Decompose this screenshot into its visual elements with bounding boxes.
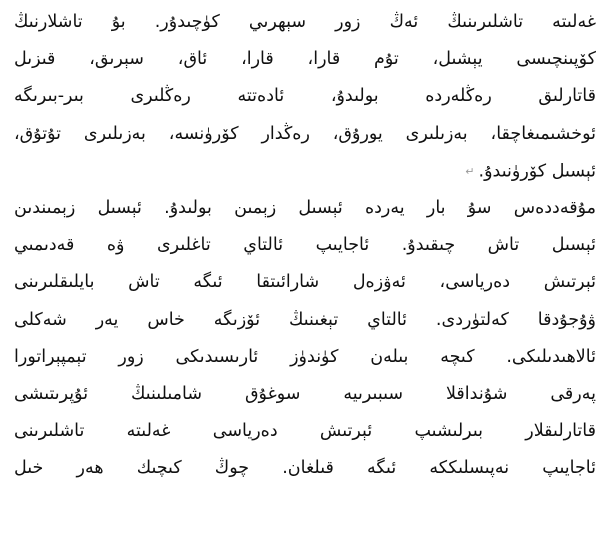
text-line-6: مۇقەددەس سۇ بار يەردە ئېسىل زېمىن بولىدۇ. ئېسىل زېمىندىن: [14, 197, 596, 218]
text-line-2: كۆپىنچىسى يېشىل، تۇم قارا، قارا، ئاق، سېرىق، قىزىل: [14, 49, 596, 70]
paragraph-end-line: [14, 153, 596, 190]
text-line-9: ۋۇجۇدقا كەلتۈردى. ئالتاي تېغىنىڭ ئۆزىگە خاس يەر شەكلى: [14, 309, 596, 330]
text-line-11: پەرقى شۇنداقلا سىبىرىيە سوغۇق شامىلىنىڭ ئۇپرىتىشى: [14, 383, 596, 404]
text-line-3: قاتارلىق رەڭلەردە بولىدۇ، ئادەتتە رەڭلىرى بىر-بىرىگە: [14, 86, 596, 107]
text-line-13: ئاجايىپ نەپىسلىككە ئىگە قىلغان. چوڭ كىچىك ھەر خىل: [14, 458, 596, 479]
paragraph-mark-icon: ↵: [465, 164, 475, 178]
text-line-12: قاتارلىقلار بىرلىشىپ ئېرتىش دەرياسى غەلىتە تاشلىرىنى: [14, 421, 596, 442]
text-line-1: غەلىتە تاشلىرىنىڭ ئەڭ زور سېھرىي كۈچىدۇر. بۇ تاشلارنىڭ: [14, 12, 596, 32]
text-line-4: ئوخشىمىغاچقا، بەزىلىرى يورۇق، رەڭدار كۆرۈنسە، بەزىلىرى تۇتۇق،: [14, 123, 596, 144]
text-line-5: ئېسىل كۆرۈنىدۇ.: [478, 161, 596, 182]
text-line-10: ئالاھىدىلىكى. كىچە بىلەن كۈندۈز ئارىسىدىكى زور تېمپېراتورا: [14, 346, 596, 367]
text-line-7: ئېسىل تاش چىقىدۇ. ئاجايىپ ئالتاي تاغلىرى ۋە قەدىمىي: [14, 235, 596, 256]
text-line-8: ئېرتىش دەرياسى، ئەۋزەل شارائىتقا ئىگە تاش بايلىقلىرىنى: [14, 272, 596, 293]
